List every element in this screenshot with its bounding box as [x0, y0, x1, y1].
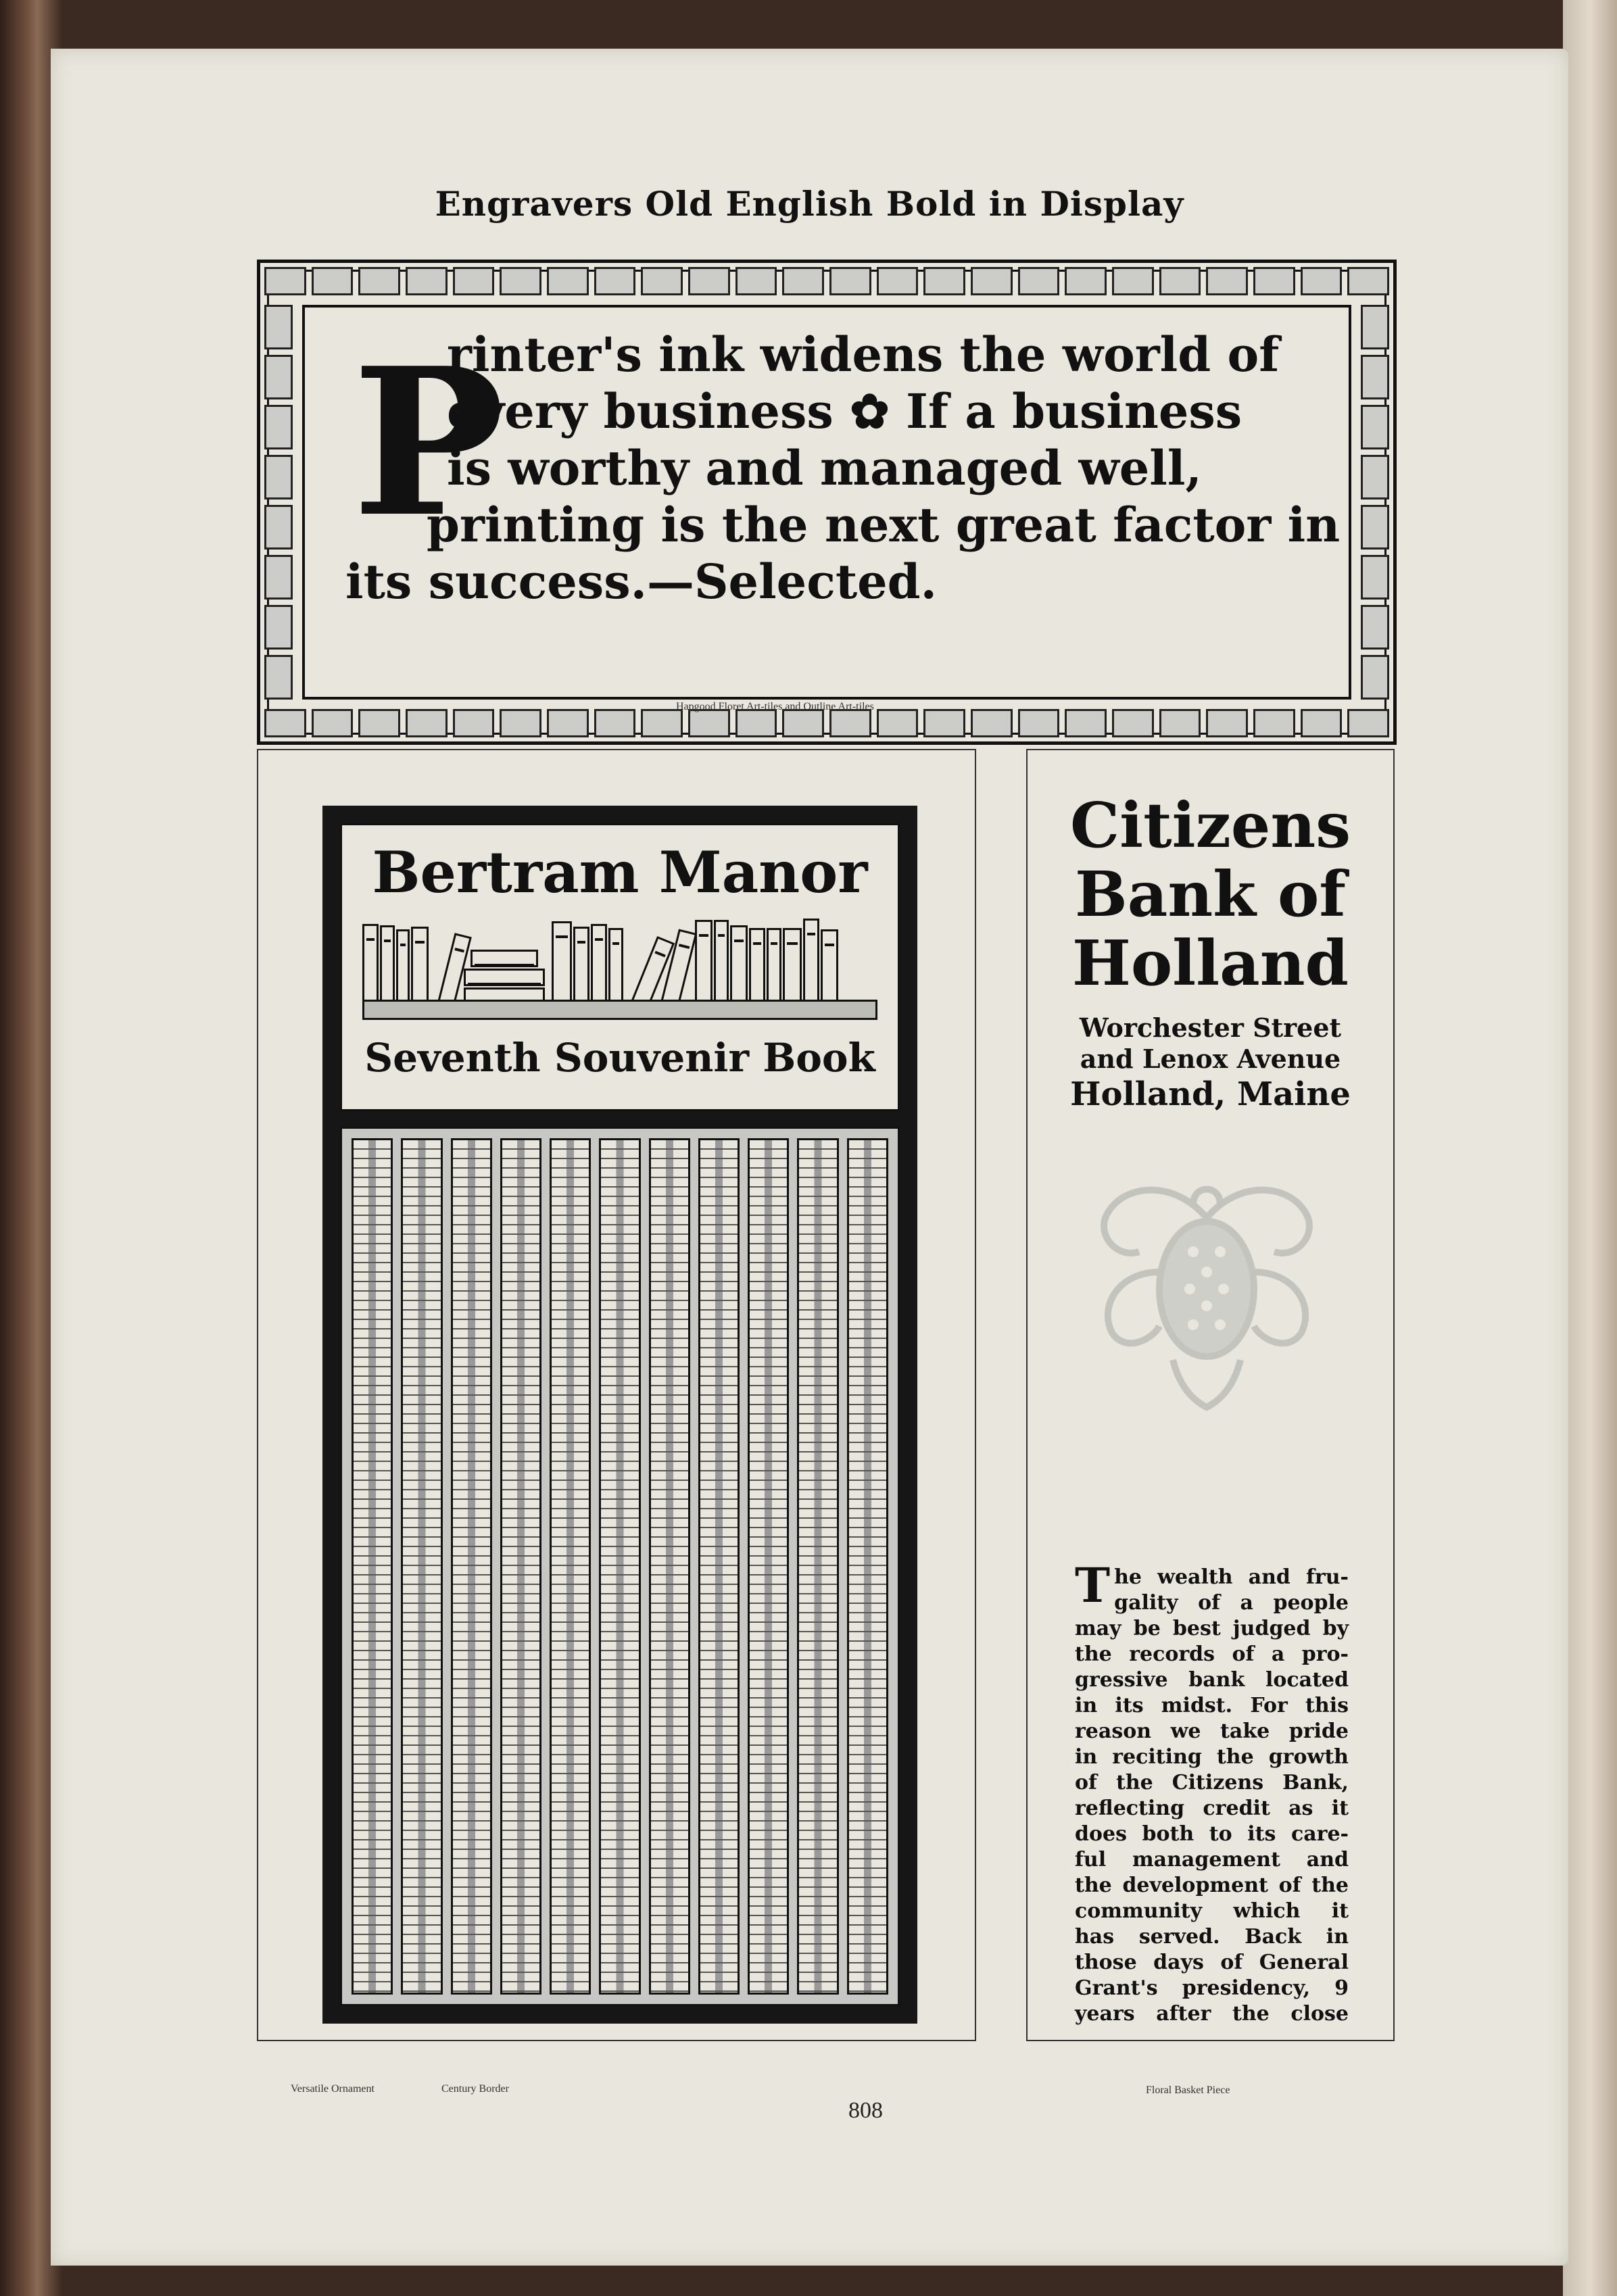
body-line: gality of a people [1114, 1591, 1349, 1615]
bank-name-line: Citizens [1069, 789, 1351, 862]
quote-line: every business ✿ If a business [447, 383, 1242, 439]
body-line: years after the close [1075, 2002, 1349, 2026]
bank-city: Holland, Maine [1070, 1075, 1351, 1113]
body-line: ful management and [1075, 1848, 1349, 1872]
quote-line: rinter's ink widens the world of [447, 326, 1280, 383]
body-line: does both to its care- [1075, 1822, 1349, 1846]
body-line: reason we take pride [1075, 1719, 1349, 1743]
bookplate-subtitle: Seventh Souvenir Book [364, 1035, 875, 1081]
book-page [51, 49, 1568, 2266]
body-line: reflecting credit as it [1075, 1797, 1349, 1820]
page-stack-edge [1563, 0, 1617, 2296]
bank-body-text [1075, 1557, 1349, 2027]
address-line-1: Worchester Street [1079, 1012, 1342, 1043]
quote-panel [302, 305, 1351, 700]
body-line: Grant's presidency, 9 [1075, 1976, 1349, 2000]
bank-panel [1026, 749, 1395, 2041]
body-line: has served. Back in [1075, 1925, 1349, 1949]
quote-drop-cap: P [352, 323, 505, 562]
body-line: of the Citizens Bank, [1075, 1771, 1349, 1794]
bank-name-line: Holland [1071, 927, 1349, 1000]
century-border-pattern [340, 1127, 900, 2006]
body-line: community which it [1075, 1899, 1349, 1923]
quote-line: its success.—Selected. [345, 554, 937, 610]
quote-box [257, 260, 1397, 745]
body-line: in its midst. For this [1075, 1694, 1349, 1717]
bank-name-line: Bank of [1075, 858, 1346, 931]
art-tile-border-left [264, 305, 293, 700]
border-caption: Century Border [441, 2083, 509, 2095]
page-header: Engravers Old English Bold in Display [435, 184, 1184, 224]
art-tile-border-right [1361, 305, 1389, 700]
bank-name [1028, 791, 1393, 998]
shelf-ledge [362, 1000, 877, 1020]
body-line: those days of General [1075, 1951, 1349, 1974]
body-line: the records of a pro- [1075, 1642, 1349, 1666]
art-tile-border-top [264, 267, 1389, 295]
quote-line: is worthy and managed well, [447, 440, 1202, 496]
bookplate-header [340, 823, 900, 1111]
bookplate-frame [322, 806, 917, 2024]
art-tile-border-bottom [264, 709, 1389, 737]
quote-text [345, 323, 1341, 610]
body-initial: T [1075, 1557, 1111, 1613]
quote-line: printing is the next great factor in [427, 497, 1341, 553]
body-line: gressive bank located [1075, 1668, 1349, 1692]
bookplate-panel [257, 749, 976, 2041]
floral-basket-ornament [1092, 1171, 1322, 1414]
bookplate-title: Bertram Manor [372, 839, 868, 906]
bank-address [1028, 1012, 1393, 1114]
body-line: the development of the [1075, 1874, 1349, 1897]
body-line: in reciting the growth [1075, 1745, 1349, 1769]
quote-caption: Hapgood Floret Art-tiles and Outline Art-tiles [676, 701, 874, 712]
page-number: 808 [848, 2098, 883, 2123]
body-line: may be best judged by [1075, 1617, 1349, 1640]
body-line: he wealth and fru- [1114, 1565, 1349, 1589]
address-line-2: and Lenox Avenue [1080, 1044, 1341, 1074]
floral-caption: Floral Basket Piece [1146, 2084, 1230, 2096]
ornament-caption: Versatile Ornament [291, 2083, 375, 2095]
bookshelf-ornament [362, 919, 877, 1020]
